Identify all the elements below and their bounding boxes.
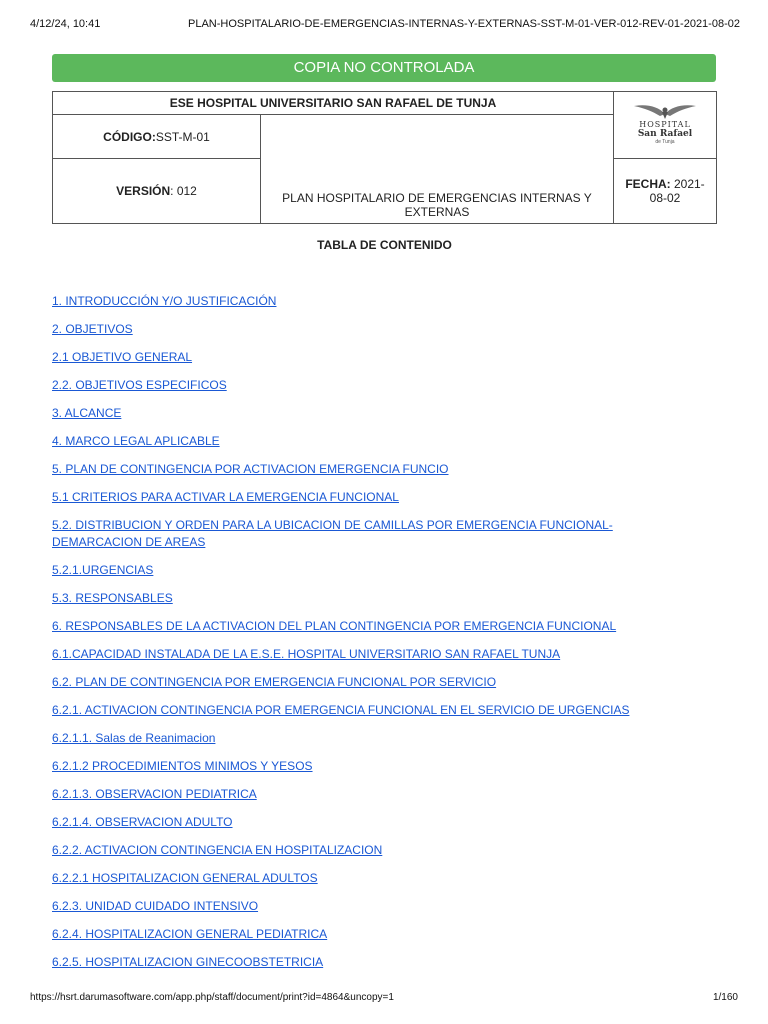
- toc-item: [52, 646, 702, 663]
- document-title: PLAN HOSPITALARIO DE EMERGENCIAS INTERNAS Y EXTERNAS: [261, 115, 614, 224]
- toc-item: [52, 870, 702, 887]
- toc-item: [52, 926, 702, 943]
- toc-item: [52, 842, 702, 859]
- toc-item: [52, 293, 702, 310]
- toc-item: [52, 954, 702, 971]
- toc-link[interactable]: 6.2.1.1. Salas de Reanimacion: [52, 731, 216, 745]
- toc-item: [52, 618, 702, 635]
- toc-item: [52, 758, 702, 775]
- toc-link[interactable]: 6.2.1.2 PROCEDIMIENTOS MINIMOS Y YESOS: [52, 759, 313, 773]
- toc-link[interactable]: 6.2.3. UNIDAD CUIDADO INTENSIVO: [52, 899, 259, 913]
- logo-line-3: de Tunja: [655, 139, 675, 145]
- toc-link[interactable]: 2. OBJETIVOS: [52, 322, 133, 336]
- version-label: VERSIÓN: [116, 184, 171, 198]
- table-of-contents: [52, 293, 702, 982]
- hospital-logo: [630, 100, 700, 150]
- toc-item: [52, 730, 702, 747]
- date-value: 2021-08-02: [649, 177, 705, 205]
- toc-item: [52, 814, 702, 831]
- uncontrolled-copy-banner: COPIA NO CONTROLADA: [52, 54, 716, 82]
- toc-link[interactable]: 1. INTRODUCCIÓN Y/O JUSTIFICACIÓN: [52, 294, 277, 308]
- print-url: https://hsrt.darumasoftware.com/app.php/staff/document/print?id=4864&uncopy=1: [30, 992, 394, 1003]
- toc-heading: TABLA DE CONTENIDO: [317, 238, 452, 252]
- toc-item: [52, 489, 702, 506]
- document-header-table: [52, 91, 717, 224]
- toc-item: [52, 562, 702, 579]
- date-cell: [614, 159, 717, 224]
- toc-link[interactable]: 6.2.2.1 HOSPITALIZACION GENERAL ADULTOS: [52, 871, 318, 885]
- print-doc-title: PLAN-HOSPITALARIO-DE-EMERGENCIAS-INTERNAS-Y-EXTERNAS-SST-M-01-VER-012-REV-01-2021-08-02: [188, 18, 740, 30]
- version-cell: [53, 159, 261, 224]
- toc-link[interactable]: 5.2.1.URGENCIAS: [52, 563, 154, 577]
- toc-link[interactable]: 5.1 CRITERIOS PARA ACTIVAR LA EMERGENCIA FUNCIONAL: [52, 490, 399, 504]
- logo-line-2: San Rafael: [637, 129, 693, 139]
- toc-link[interactable]: 5. PLAN DE CONTINGENCIA POR ACTIVACION EMERGENCIA FUNCIO: [52, 462, 449, 476]
- code-label: CÓDIGO:: [103, 129, 156, 144]
- eagle-wings-icon: [632, 100, 698, 120]
- toc-link[interactable]: 3. ALCANCE: [52, 406, 122, 420]
- toc-item: [52, 674, 702, 691]
- code-value: SST-M-01: [155, 129, 210, 144]
- logo-line-1: HOSPITAL: [639, 120, 691, 129]
- print-header: [30, 18, 738, 34]
- code-cell: [53, 115, 261, 159]
- toc-item: [52, 590, 702, 607]
- date-label: FECHA:: [625, 177, 671, 191]
- toc-link[interactable]: 4. MARCO LEGAL APLICABLE: [52, 434, 220, 448]
- toc-item: [52, 377, 702, 394]
- toc-link[interactable]: 6.2.4. HOSPITALIZACION GENERAL PEDIATRICA: [52, 927, 328, 941]
- page-number: 1/160: [712, 992, 738, 1003]
- toc-item: [52, 405, 702, 422]
- toc-item: [52, 517, 702, 551]
- toc-link[interactable]: 6.2. PLAN DE CONTINGENCIA POR EMERGENCIA FUNCIONAL POR SERVICIO: [52, 675, 497, 689]
- toc-item: [52, 898, 702, 915]
- toc-link[interactable]: 6.2.5. HOSPITALIZACION GINECOOBSTETRICIA: [52, 955, 324, 969]
- toc-link[interactable]: 6.2.2. ACTIVACION CONTINGENCIA EN HOSPITALIZACION: [52, 843, 383, 857]
- version-value: : 012: [170, 184, 197, 198]
- toc-link[interactable]: 5.2. DISTRIBUCION Y ORDEN PARA LA UBICACION DE CAMILLAS POR EMERGENCIA FUNCIONAL- DEMARCACION DE AREAS: [52, 518, 613, 549]
- toc-item: [52, 702, 702, 719]
- toc-link[interactable]: 5.3. RESPONSABLES: [52, 591, 173, 605]
- print-datetime: 4/12/24, 10:41: [30, 18, 101, 30]
- toc-item: [52, 321, 702, 338]
- hospital-logo-cell: [614, 92, 717, 159]
- toc-item: [52, 433, 702, 450]
- toc-item: [52, 786, 702, 803]
- toc-link[interactable]: 2.2. OBJETIVOS ESPECIFICOS: [52, 378, 227, 392]
- toc-link[interactable]: 2.1 OBJETIVO GENERAL: [52, 350, 193, 364]
- toc-link[interactable]: 6.2.1. ACTIVACION CONTINGENCIA POR EMERGENCIA FUNCIONAL EN EL SERVICIO DE URGENCIAS: [52, 703, 630, 717]
- toc-link[interactable]: 6.2.1.4. OBSERVACION ADULTO: [52, 815, 233, 829]
- toc-link[interactable]: 6.2.1.3. OBSERVACION PEDIATRICA: [52, 787, 257, 801]
- toc-item: [52, 461, 702, 478]
- toc-link[interactable]: 6. RESPONSABLES DE LA ACTIVACION DEL PLAN CONTINGENCIA POR EMERGENCIA FUNCIONAL: [52, 619, 617, 633]
- toc-item: [52, 349, 702, 366]
- toc-link[interactable]: 6.1.CAPACIDAD INSTALADA DE LA E.S.E. HOSPITAL UNIVERSITARIO SAN RAFAEL TUNJA: [52, 647, 561, 661]
- hospital-name: ESE HOSPITAL UNIVERSITARIO SAN RAFAEL DE TUNJA: [53, 92, 614, 115]
